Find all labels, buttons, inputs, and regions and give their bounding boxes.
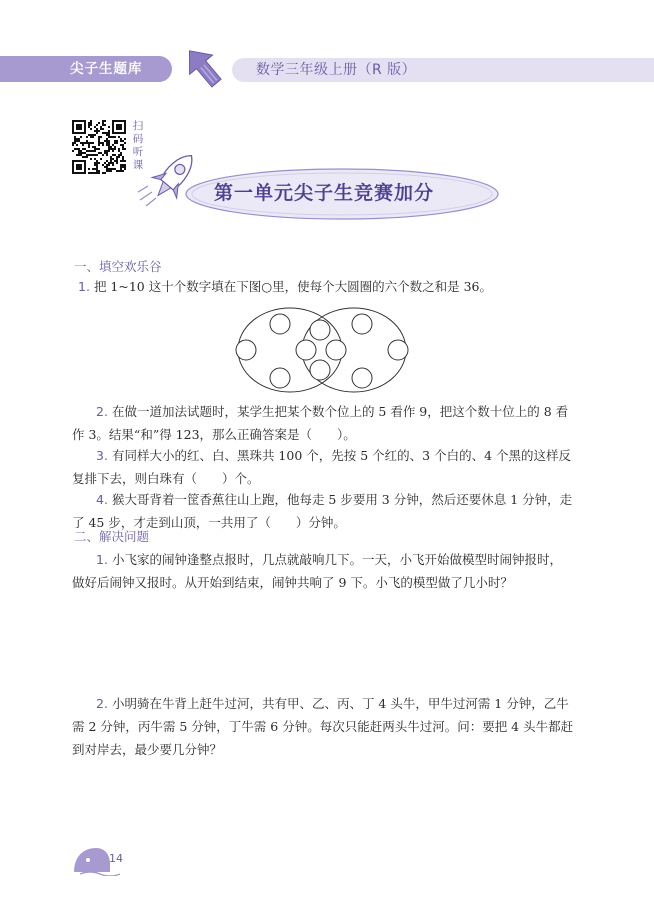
- qr-caption-char: 课: [132, 159, 144, 171]
- header-book-title: 数学三年级上册（R 版）: [256, 62, 417, 78]
- question-1-3: [72, 444, 578, 490]
- blank-circle: [310, 360, 330, 380]
- qr-caption-char: 码: [132, 133, 144, 145]
- question-2-1: [72, 548, 578, 594]
- question-text-line: 了 45 步，才走到山顶，一共用了（ ）分钟。: [72, 515, 346, 530]
- question-text-line: 小飞家的闹钟逢整点报时，几点就敲响几下。一天，小飞开始做模型时闹钟报时，: [111, 552, 562, 567]
- question-text-line: 做好后闹钟又报时。从开始到结束，闹钟共响了 9 下。小飞的模型做了几小时？: [72, 575, 513, 590]
- qr-caption-char: 听: [132, 146, 144, 158]
- page-number: 14: [109, 852, 123, 865]
- question-text-line: 小明骑在牛背上赶牛过河，共有甲、乙、丙、丁 4 头牛，甲牛过河需 1 分钟，乙牛: [111, 696, 569, 711]
- unit-title: 第一单元尖子生竞赛加分: [214, 182, 435, 204]
- blank-circle: [352, 314, 372, 334]
- question-text-line: 复排下去，则白珠有（ ）个。: [72, 471, 260, 486]
- blank-circle: [296, 340, 316, 360]
- question-text-line: 猴大哥背着一筐香蕉往山上跑，他每走 5 步要用 3 分钟，然后还要休息 1 分钟，走: [111, 492, 573, 507]
- header-series-label: 尖子生题库: [70, 61, 143, 77]
- blank-circle: [352, 368, 372, 388]
- question-text-line: 需 2 分钟，丙牛需 5 分钟，丁牛需 6 分钟。每次只能赶两头牛过河。问：要把 4 头牛都赶: [72, 719, 574, 734]
- question-number: 2.: [96, 404, 108, 419]
- question-number: 1.: [78, 279, 90, 294]
- question-1-4: [72, 488, 578, 534]
- rocket-icon: [136, 146, 206, 208]
- blank-circle: [310, 320, 330, 340]
- arrow-icon: [180, 44, 226, 90]
- blank-circle: [270, 368, 290, 388]
- question-text-line: 有同样大小的红、白、黑珠共 100 个，先按 5 个红的、3 个白的、4 个黑的这样反: [111, 448, 571, 463]
- blank-circle: [388, 340, 408, 360]
- qr-code-icon[interactable]: [72, 120, 126, 174]
- question-2-2: [72, 692, 578, 761]
- qr-caption-char: 扫: [132, 120, 144, 132]
- section-heading-fill-in: 一、填空欢乐谷: [74, 259, 162, 274]
- question-number: 2.: [96, 696, 108, 711]
- blank-circle: [326, 340, 346, 360]
- question-number: 3.: [96, 448, 108, 463]
- blank-circle: [236, 340, 256, 360]
- question-1-2: [72, 400, 578, 446]
- question-text-line: 在做一道加法试题时，某学生把某个数个位上的 5 看作 9，把这个数十位上的 8 看: [111, 404, 569, 419]
- question-number: 4.: [96, 492, 108, 507]
- question-1-1: [78, 275, 578, 298]
- question-text: 把 1~10 这十个数字填在下图○里，使每个大圆圈的六个数之和是 36。: [93, 279, 493, 294]
- question-text-line: 到对岸去，最少要几分钟？: [72, 742, 223, 757]
- question-number: 1.: [96, 552, 108, 567]
- circle-puzzle-diagram: [232, 306, 412, 394]
- question-text-line: 作 3。结果“和”得 123，那么正确答案是（ ）。: [72, 427, 356, 442]
- blank-circle: [270, 314, 290, 334]
- section-heading-problems: 二、解决问题: [74, 529, 150, 544]
